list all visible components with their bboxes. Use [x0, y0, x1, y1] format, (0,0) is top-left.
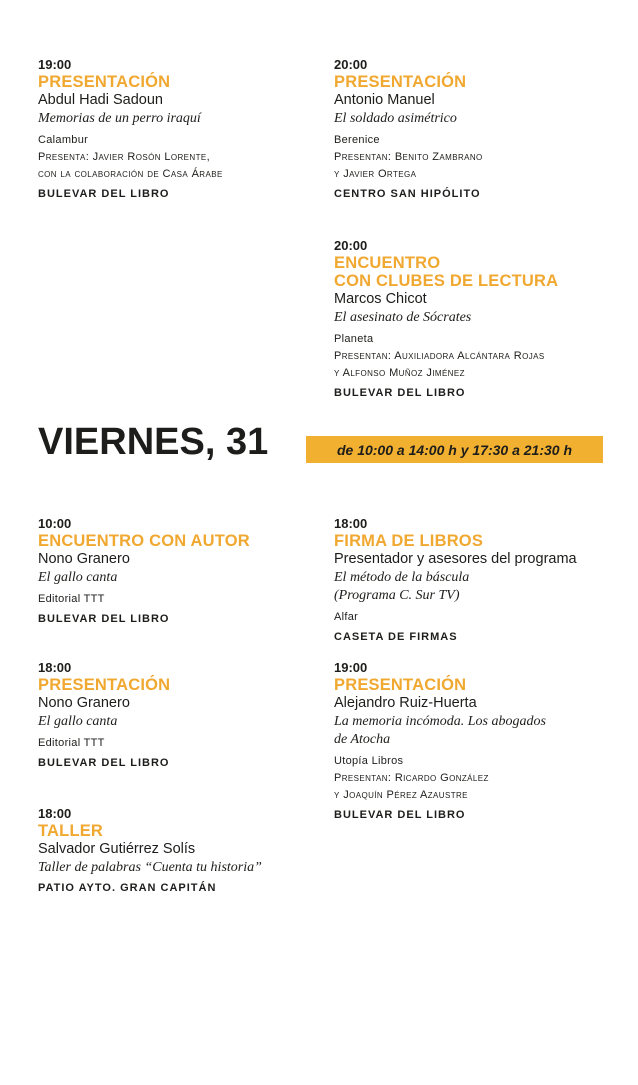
event-author: Nono Granero — [38, 551, 130, 567]
event-presenters-line: y Joaquín Pérez Azaustre — [334, 789, 468, 801]
event-type: FIRMA DE LIBROS — [334, 532, 484, 550]
event-time: 20:00 — [334, 57, 368, 72]
event-type: PRESENTACIÓN — [334, 73, 467, 91]
event-venue: BULEVAR DEL LIBRO — [38, 757, 170, 769]
event-author: Abdul Hadi Sadoun — [38, 92, 163, 108]
event-card — [334, 238, 604, 401]
day-title: VIERNES, 31 — [38, 421, 269, 463]
event-type: TALLER — [38, 822, 104, 840]
event-book-title: El gallo canta — [38, 570, 118, 585]
event-book-title: Taller de palabras “Cuenta tu historia” — [38, 860, 262, 875]
event-publisher: Alfar — [334, 611, 359, 623]
event-time: 18:00 — [334, 516, 368, 531]
event-card — [38, 806, 308, 896]
event-author: Marcos Chicot — [334, 291, 427, 307]
event-venue: BULEVAR DEL LIBRO — [38, 188, 170, 200]
event-presenters-line: Presentan: Benito Zambrano — [334, 151, 483, 163]
event-publisher: Calambur — [38, 134, 89, 146]
event-card — [334, 57, 604, 202]
event-book-title: El soldado asimétrico — [334, 111, 457, 126]
event-author: Presentador y asesores del programa — [334, 551, 577, 567]
event-time: 10:00 — [38, 516, 72, 531]
event-type: PRESENTACIÓN — [38, 73, 171, 91]
event-author: Nono Granero — [38, 695, 130, 711]
event-publisher: Utopía Libros — [334, 755, 404, 767]
event-venue: CENTRO SAN HIPÓLITO — [334, 188, 481, 200]
event-venue: PATIO AYTO. GRAN CAPITÁN — [38, 882, 217, 894]
event-time: 18:00 — [38, 806, 72, 821]
event-card — [38, 57, 308, 202]
event-type: CON CLUBES DE LECTURA — [334, 272, 559, 290]
event-type: PRESENTACIÓN — [334, 676, 467, 694]
event-venue: BULEVAR DEL LIBRO — [334, 809, 466, 821]
event-publisher: Editorial TTT — [38, 737, 105, 749]
event-publisher: Berenice — [334, 134, 380, 146]
event-presenters-line: y Alfonso Muñoz Jiménez — [334, 367, 465, 379]
event-publisher: Planeta — [334, 333, 374, 345]
event-book-title: de Atocha — [334, 732, 391, 747]
event-card — [334, 516, 604, 645]
event-book-title: Memorias de un perro iraquí — [38, 111, 201, 126]
event-presenters-line: con la colaboración de Casa Árabe — [38, 168, 223, 180]
event-presenters-line: Presenta: Javier Rosón Lorente, — [38, 151, 211, 163]
event-book-title: El asesinato de Sócrates — [334, 310, 472, 325]
event-type: ENCUENTRO — [334, 254, 441, 272]
event-venue: BULEVAR DEL LIBRO — [38, 613, 170, 625]
event-author: Alejandro Ruiz-Huerta — [334, 695, 477, 711]
event-card — [38, 660, 308, 771]
event-book-title: El método de la báscula — [334, 570, 470, 585]
event-presenters-line: Presentan: Ricardo González — [334, 772, 489, 784]
event-presenters-line: y Javier Ortega — [334, 168, 417, 180]
event-time: 19:00 — [334, 660, 368, 675]
event-author: Antonio Manuel — [334, 92, 435, 108]
event-book-title: (Programa C. Sur TV) — [334, 588, 460, 603]
event-time: 19:00 — [38, 57, 72, 72]
event-book-title: El gallo canta — [38, 714, 118, 729]
event-type: PRESENTACIÓN — [38, 676, 171, 694]
event-type: ENCUENTRO CON AUTOR — [38, 532, 250, 550]
event-venue: CASETA DE FIRMAS — [334, 631, 458, 643]
event-venue: BULEVAR DEL LIBRO — [334, 387, 466, 399]
event-presenters-line: Presentan: Auxiliadora Alcántara Rojas — [334, 350, 545, 362]
opening-hours: de 10:00 a 14:00 h y 17:30 a 21:30 h — [336, 441, 573, 458]
event-time: 20:00 — [334, 238, 368, 253]
event-time: 18:00 — [38, 660, 72, 675]
event-book-title: La memoria incómoda. Los abogados — [334, 714, 546, 729]
event-card — [38, 516, 308, 627]
event-card — [334, 660, 604, 823]
hours-bar — [306, 436, 603, 463]
event-author: Salvador Gutiérrez Solís — [38, 841, 196, 857]
event-publisher: Editorial TTT — [38, 593, 105, 605]
